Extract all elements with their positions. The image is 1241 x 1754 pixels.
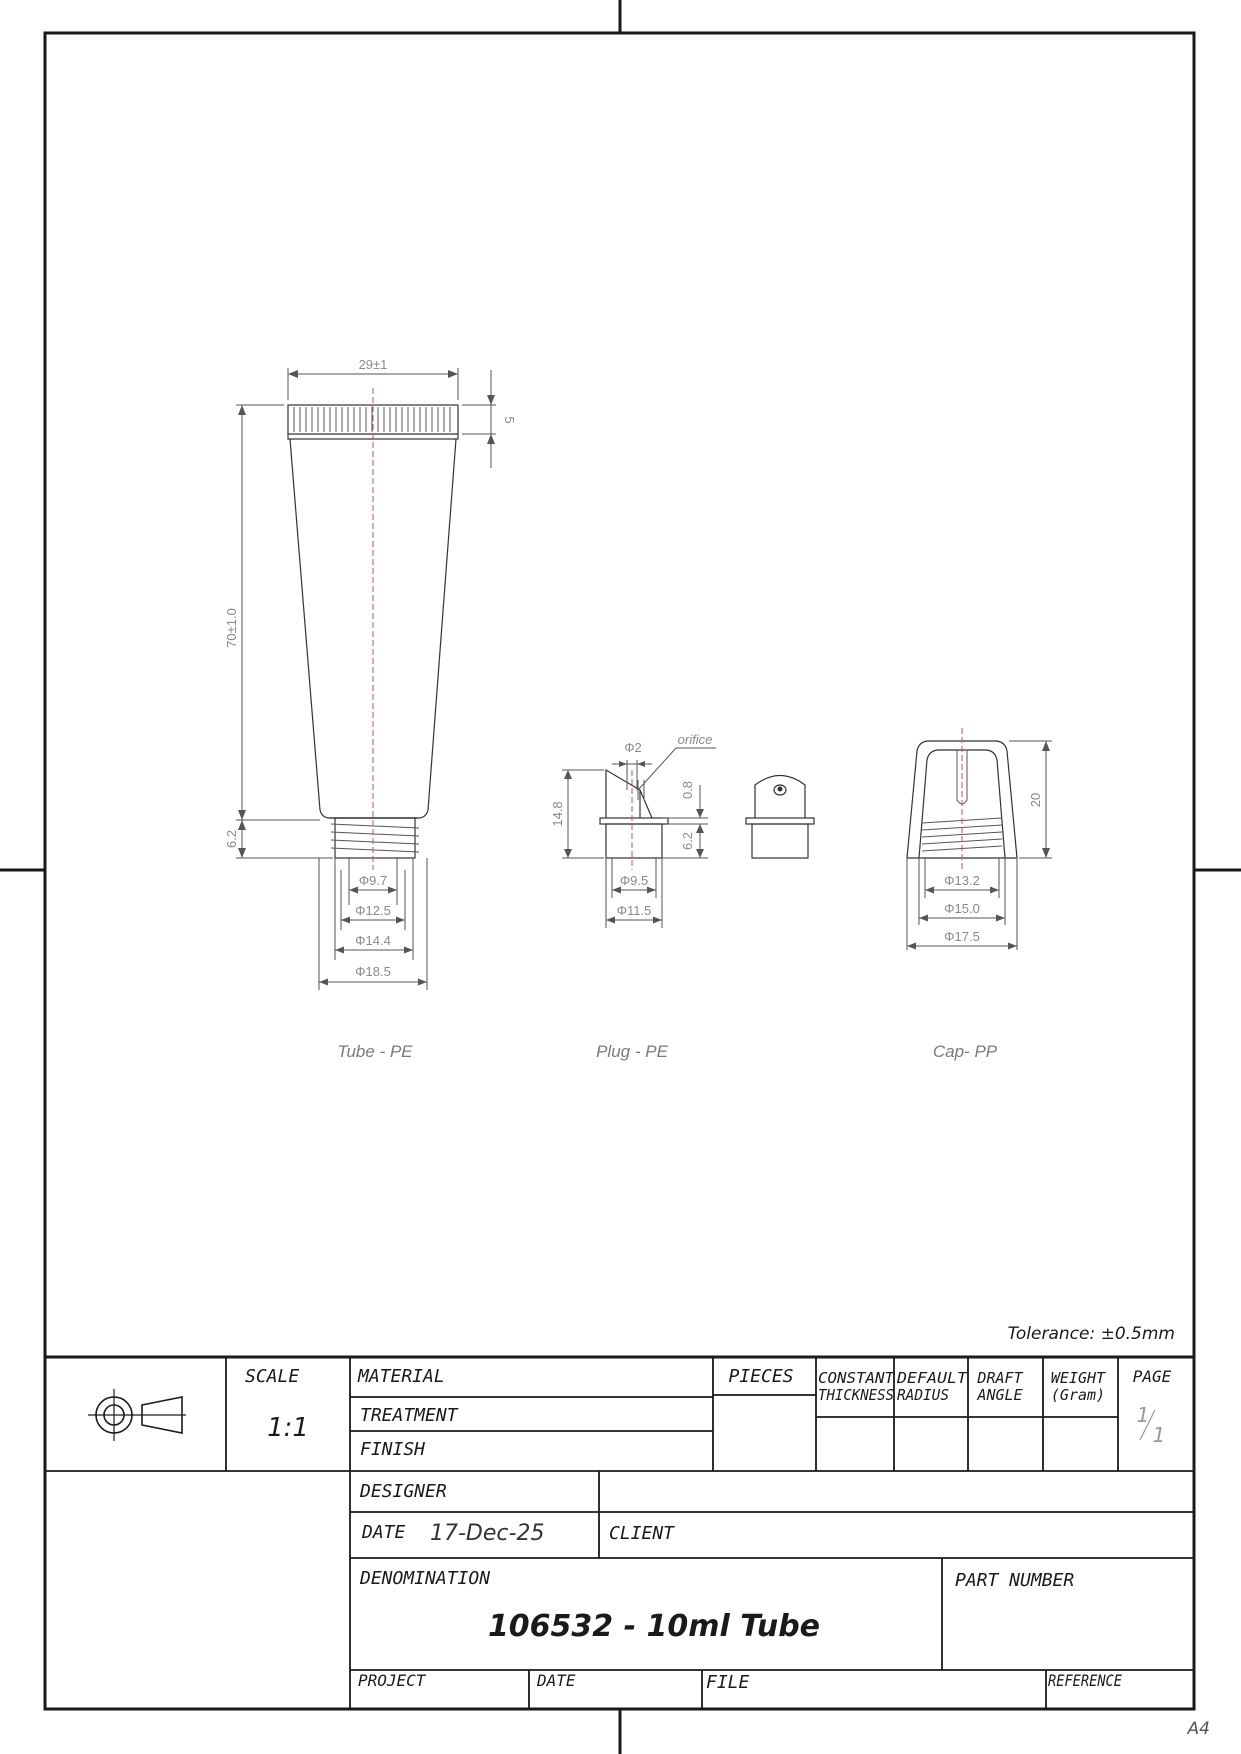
plug-h3-dim: 6.2: [680, 831, 695, 851]
default-radius-label-2: RADIUS: [897, 1386, 949, 1404]
tube-thread-line: [331, 832, 419, 836]
cap-height-dim: 20: [1028, 792, 1043, 808]
reference-label: REFERENCE: [1048, 1671, 1123, 1690]
constant-thickness-label-2: THICKNESS: [818, 1386, 894, 1404]
finish-label: FINISH: [360, 1439, 426, 1460]
denomination-value: 106532 - 10ml Tube: [487, 1609, 821, 1644]
title-block: [45, 1357, 1194, 1709]
project-label: PROJECT: [358, 1671, 426, 1690]
plug-orifice-note: orifice: [677, 732, 713, 747]
tube-drawing: [224, 357, 517, 1061]
designer-label: DESIGNER: [360, 1481, 447, 1502]
projection-symbol-icon: [88, 1389, 186, 1441]
plug-label: Plug - PE: [596, 1042, 668, 1061]
treatment-label: TREATMENT: [360, 1405, 458, 1426]
default-radius-label-1: DEFAULT: [895, 1369, 969, 1387]
page-total: 1: [1152, 1423, 1166, 1447]
pieces-label: PIECES: [728, 1366, 794, 1387]
plug-drawing: [550, 732, 814, 1061]
denomination-label: DENOMINATION: [360, 1568, 491, 1589]
draft-angle-label-1: DRAFT: [977, 1369, 1023, 1387]
tube-thread-line: [331, 824, 419, 828]
tube-height-dim: 70±1.0: [224, 608, 239, 648]
weight-label-2: (Gram): [1050, 1386, 1106, 1404]
material-label: MATERIAL: [358, 1366, 445, 1387]
tube-neck-dim: 6.2: [224, 829, 239, 849]
tube-d4-dim: Φ18.5: [355, 964, 391, 979]
scale-label: SCALE: [245, 1366, 300, 1387]
file-label: FILE: [706, 1672, 750, 1693]
page-number: 1: [1136, 1403, 1150, 1427]
plug-d1-dim: Φ9.5: [619, 873, 649, 888]
tube-thread-line: [331, 848, 419, 852]
plug-orifice-dim: Φ2: [624, 740, 642, 755]
plug-h2-dim: 14.8: [550, 801, 565, 827]
date2-label: DATE: [537, 1671, 576, 1690]
cap-d3-dim: Φ17.5: [944, 929, 980, 944]
plug-d2-dim: Φ11.5: [616, 903, 652, 918]
date-label: DATE: [362, 1522, 406, 1543]
cap-drawing: [907, 728, 1052, 1061]
tube-shoulder-dim: 5: [502, 416, 517, 424]
tube-thread-line: [331, 840, 419, 844]
page-label: PAGE: [1132, 1367, 1172, 1386]
scale-value: 1:1: [267, 1413, 309, 1443]
date-value: 17-Dec-25: [430, 1521, 545, 1546]
tube-d2-dim: Φ12.5: [355, 903, 391, 918]
constant-thickness-label-1: CONSTANT: [818, 1369, 896, 1387]
weight-label-1: WEIGHT: [1050, 1369, 1106, 1387]
tube-label: Tube - PE: [337, 1042, 413, 1061]
tube-width-dim: 29±1: [358, 357, 388, 372]
draft-angle-label-2: ANGLE: [977, 1386, 1023, 1404]
plug-h1-dim: 0.8: [680, 780, 695, 800]
cap-d2-dim: Φ15.0: [944, 901, 980, 916]
client-label: CLIENT: [609, 1523, 675, 1544]
paper-size: A4: [1187, 1719, 1210, 1739]
part-number-label: PART NUMBER: [955, 1570, 1075, 1591]
tolerance-note: Tolerance: ±0.5mm: [1007, 1324, 1175, 1344]
tube-d3-dim: Φ14.4: [355, 933, 391, 948]
cap-d1-dim: Φ13.2: [944, 873, 980, 888]
tube-d1-dim: Φ9.7: [358, 873, 388, 888]
cap-label: Cap- PP: [932, 1042, 998, 1061]
